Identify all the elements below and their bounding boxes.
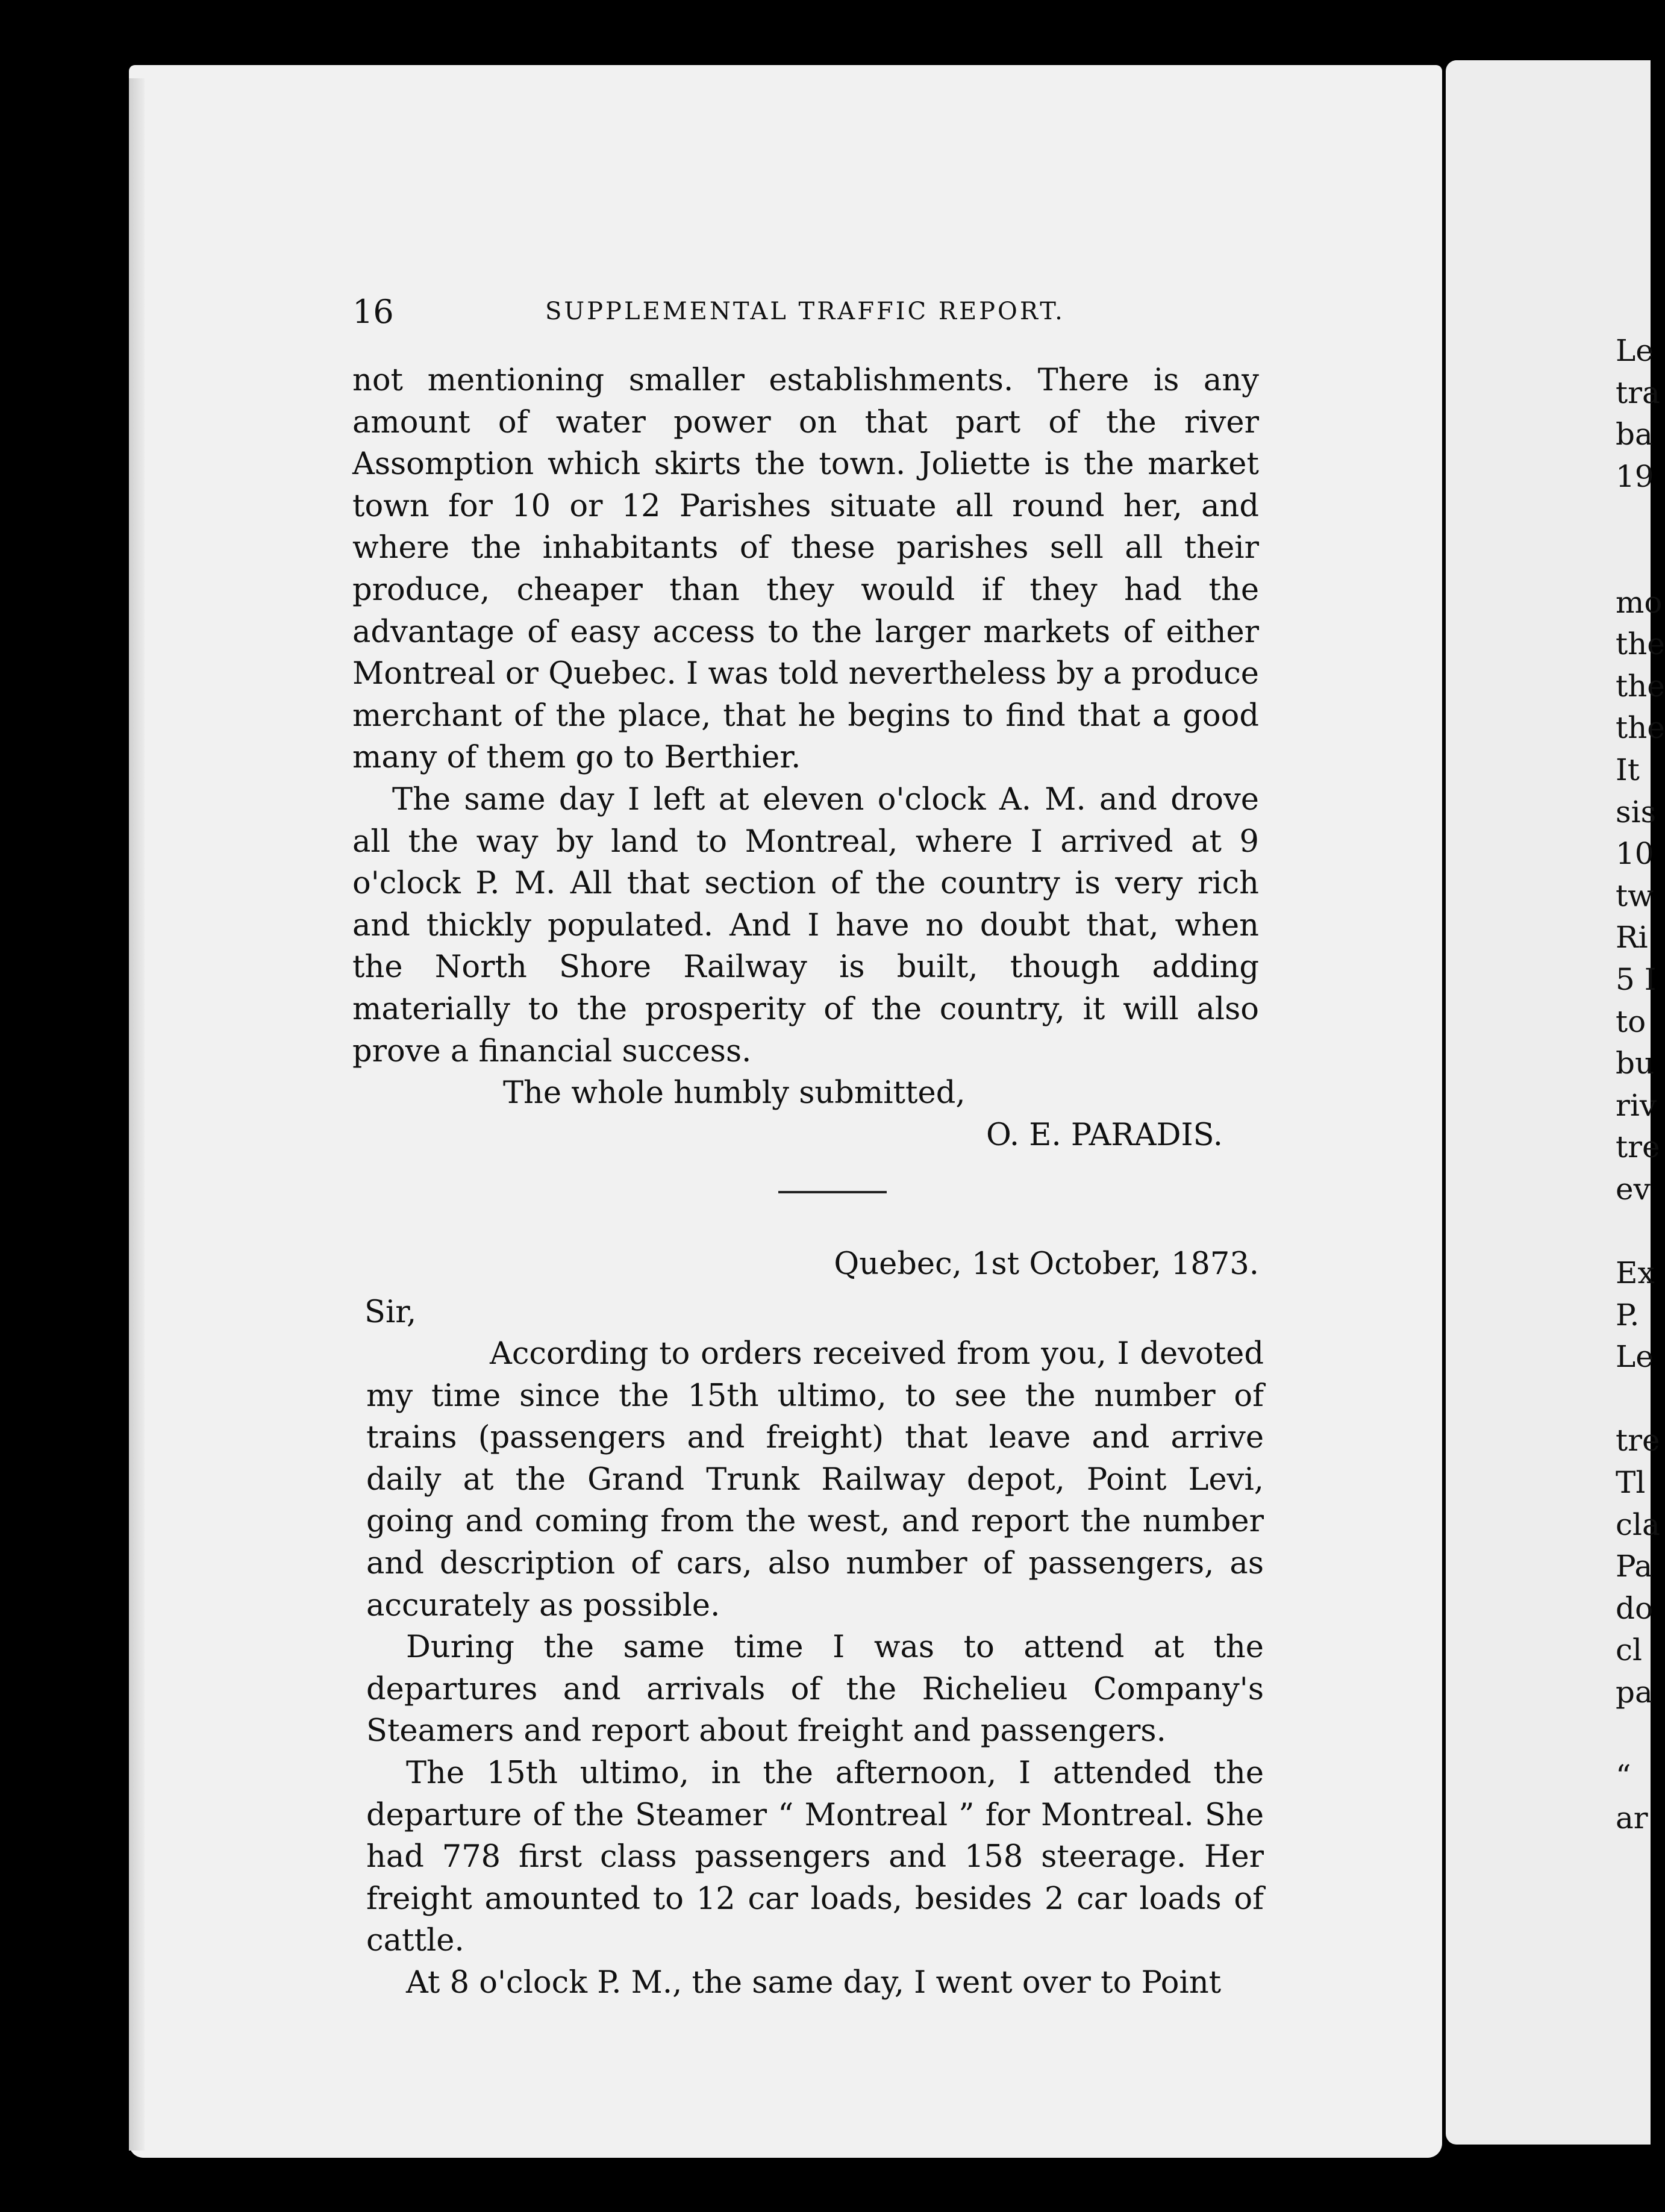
page-header (352, 293, 1256, 347)
signature: O. E. PARADIS. (986, 1117, 1223, 1153)
facing-page-fragment: Ri (1616, 920, 1648, 955)
facing-page-fragment: the (1616, 626, 1665, 662)
facing-page-fragment: 19 (1616, 458, 1654, 494)
facing-page-fragment: P. (1616, 1297, 1640, 1333)
facing-page-fragment: tra (1616, 375, 1660, 410)
facing-page-text (1616, 330, 1665, 1839)
facing-page-fragment: Tl (1616, 1465, 1646, 1501)
running-title: SUPPLEMENTAL TRAFFIC REPORT. (545, 298, 1065, 325)
facing-page-fragment: bu (1616, 1046, 1655, 1081)
facing-page-fragment: cl (1616, 1632, 1642, 1668)
facing-page-fragment: the (1616, 668, 1665, 704)
facing-page-fragment: tre (1616, 1129, 1660, 1165)
facing-page-fragment (1616, 1378, 1651, 1420)
facing-page-fragment: ev (1616, 1171, 1651, 1207)
page-gutter-shadow (129, 78, 145, 2151)
facing-page-fragment: 10 (1616, 836, 1654, 872)
facing-page-fragment: ba (1616, 417, 1653, 452)
facing-page-fragment (1616, 498, 1651, 540)
facing-page-fragment: “ (1616, 1758, 1631, 1794)
facing-page-fragment: riv (1616, 1087, 1657, 1123)
paragraph-montreal-drive: The same day I left at eleven o'clock A. M. and drove all the way by land to Montreal, where I arrived at 9 o'clock P. M. All that section of the country is very rich and thickly populated. And I have no doubt that, when the North Shore Railway is built, though adding materially to the prosperity of the country, it will also prove a financial success. (352, 781, 1259, 1069)
facing-page-fragment: tre (1616, 1423, 1660, 1458)
report-body (352, 360, 1259, 1156)
facing-page-fragment: do (1616, 1590, 1654, 1626)
facing-page-fragment: Ex (1616, 1255, 1655, 1291)
facing-page-fragment (1616, 1714, 1651, 1756)
facing-page-fragment: sis (1616, 794, 1657, 830)
facing-page-fragment: Le (1616, 333, 1654, 368)
letter-dateline: Quebec, 1st October, 1873. (834, 1246, 1259, 1282)
facing-page-fragment: 5 I (1616, 961, 1657, 997)
letter-body (366, 1333, 1264, 2004)
facing-page-fragment: Pa (1616, 1549, 1653, 1584)
facing-page-fragment: to (1616, 1004, 1646, 1039)
section-divider (778, 1191, 887, 1193)
paragraph-orders: According to orders received from you, I devoted my time since the 15th ultimo, to see the number of trains (passengers and freight) that leave and arrive daily at the Grand Trunk Railway depot, Point Levi, going and coming from the west, and report the number and description of cars, also number of passengers, as accurately as possible. (366, 1336, 1264, 1623)
facing-page-fragment: tw (1616, 878, 1654, 913)
paragraph-steamer-montreal: The 15th ultimo, in the afternoon, I attended the departure of the Steamer “ Montreal ” for Montreal. She had 778 first class passengers and 158 steerage. Her freight amounted to 12 car loads, besides 2 car loads of cattle. (366, 1755, 1264, 1959)
facing-page-fragment: mo (1616, 584, 1663, 620)
facing-page-fragment: cla (1616, 1507, 1660, 1542)
letter-salutation: Sir, (364, 1295, 417, 1330)
facing-page-fragment: It (1616, 752, 1640, 787)
facing-page-fragment (1616, 540, 1651, 582)
paragraph-point-levi: At 8 o'clock P. M., the same day, I went over to Point (406, 1964, 1222, 2001)
facing-page-fragment (1616, 1210, 1651, 1252)
facing-page-fragment: ar (1616, 1800, 1648, 1836)
facing-page-fragment: the (1616, 710, 1665, 746)
closing-line: The whole humbly submitted, (503, 1075, 966, 1111)
facing-page-fragment: Le (1616, 1339, 1654, 1375)
paragraph-joliette: not mentioning smaller establishments. There is any amount of water power on that part of the river Assomption which skirts the town. Joliette is the market town for 10 or 12 Parishes situate all round her, and where the inhabitants of these parishes sell all their produce, cheaper than they would if they had the advantage of easy access to the larger markets of either Montreal or Quebec. I was told nevertheless by a produce merchant of the place, that he begins to find that a good many of them go to Berthier. (352, 363, 1259, 776)
paragraph-richelieu: During the same time I was to attend at the departures and arrivals of the Richelieu Company's Steamers and report about freight and passengers. (366, 1629, 1264, 1749)
facing-page-fragment: pa (1616, 1675, 1653, 1710)
page-number: 16 (352, 293, 394, 331)
